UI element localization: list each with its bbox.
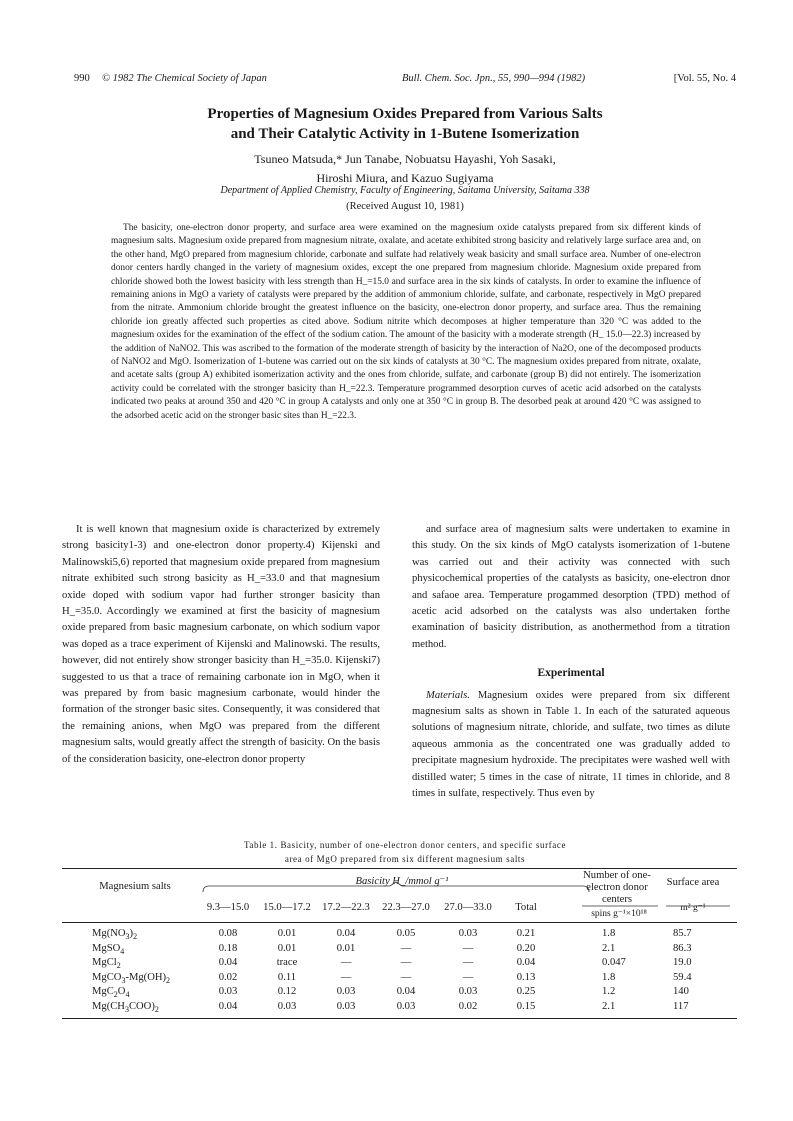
table-cell: 0.18 bbox=[218, 942, 238, 954]
table-cell: 0.01 bbox=[336, 942, 356, 954]
table-cell: 0.03 bbox=[396, 1001, 416, 1012]
received-date: (Received August 10, 1981) bbox=[346, 201, 464, 212]
table-cell: 0.03 bbox=[458, 928, 478, 939]
author-list bbox=[74, 150, 736, 188]
table-cell: 0.20 bbox=[516, 942, 536, 954]
copyright-notice: © 1982 The Chemical Society of Japan bbox=[102, 73, 267, 84]
table-cell: — bbox=[400, 957, 412, 969]
table-caption-line-1: Table 1. Basicity, number of one-electron donor centers, and specific surface bbox=[243, 840, 567, 850]
column-header-donor: Number of one-electron donor centers bbox=[583, 870, 651, 905]
column-header-area: Surface area bbox=[666, 877, 720, 888]
article-title bbox=[74, 104, 736, 144]
authors-line-1: Tsuneo Matsuda,* Jun Tanabe, Nobuatsu Hayashi, Yoh Sasaki, bbox=[254, 152, 556, 166]
table-bottom-rule bbox=[62, 1018, 737, 1019]
table-cell: 0.03 bbox=[458, 986, 478, 998]
table-cell: 0.04 bbox=[516, 957, 536, 969]
table-cell-donor: 1.8 bbox=[602, 971, 616, 983]
materials-paragraph bbox=[412, 688, 730, 803]
journal-citation: Bull. Chem. Soc. Jpn., 55, 990—994 (1982) bbox=[402, 73, 586, 84]
table-cell: 0.04 bbox=[336, 928, 356, 939]
table-cell: — bbox=[400, 971, 412, 983]
affiliation: Department of Applied Chemistry, Faculty of Engineering, Saitama University, Saitama 338 bbox=[220, 185, 590, 196]
table-cell-donor: 2.1 bbox=[602, 1001, 616, 1012]
table-cell: 0.04 bbox=[218, 1001, 238, 1012]
table-cell-area: 85.7 bbox=[673, 928, 692, 939]
table-cell: 0.03 bbox=[218, 986, 238, 998]
table-cell: — bbox=[340, 971, 352, 983]
range-header: 27.0—33.0 bbox=[444, 902, 492, 913]
table-cell: 0.04 bbox=[218, 957, 238, 969]
table-cell: 0.15 bbox=[516, 1001, 536, 1012]
materials-run-in: Materials. bbox=[426, 689, 470, 701]
table-cell: 0.13 bbox=[516, 971, 536, 983]
table-cell-area: 86.3 bbox=[673, 942, 692, 954]
table-cell-donor: 1.8 bbox=[602, 928, 616, 939]
table-cell: 0.03 bbox=[336, 986, 356, 998]
table-cell-donor: 1.2 bbox=[602, 986, 616, 998]
table-cell: 0.12 bbox=[277, 986, 297, 998]
table-cell: — bbox=[462, 971, 474, 983]
table-row-salt: $MgC_2O_4$ bbox=[92, 986, 130, 1000]
table-cell: trace bbox=[276, 957, 298, 969]
table-header-rule bbox=[62, 922, 737, 923]
section-heading-experimental: Experimental bbox=[537, 667, 605, 680]
title-line-2: and Their Catalytic Activity in 1-Butene Isomerization bbox=[230, 126, 580, 142]
abstract: The basicity, one-electron donor property, and surface area were examined on the magnesium oxide catalysts prepared from six different kinds of magnesium salts. Magnesium oxide prepared from magnesium nitrate, oxalate, and acetate exhibited strong basicity and relatively large surface area and, on the other hand, MgO prepared from magnesium chloride, carbonate and sulfate had relatively weak basicity and small surface area. Number of one-electron donor centers hardly changed in the variety of magnesium oxides, except the one prepared from magnesium chloride. Magnesium oxide prepared from chloride showed both the lowest basicity with less strength than H_=15.0 and surface area in the six kinds of catalysts. In order to examine the influence of remaining anions in MgO a variety of catalysts were prepared by the addition of ammonium chloride, sulfate, and carbonate, respectively in MgO prepared from the nitrate. Ammonium chloride brought the greatest influence on the basicity, one-electron donor property, and surface area. Thus the remaining chloride ion greatly affected such properties as cited above. Sodium nitrite which decomposes at higher temperature than 320 °C was added to the magnesium oxides for the examination of the effect of the sodium cation. The amount of the basicity with a moderate strength (H_ 15.0—22.3) increased by the addition of NaNO2. This was ascribed to the formation of the moderate strength of basicity by the interaction of Na2O, one of the decomposed products of NaNO2 and MgO. Isomerization of 1-butene was carried out on the six kinds of catalysts at 30 °C. The magnesium oxides prepared from nitrate, oxalate, and acetate salts (group A) exhibited isomerization activity and the ones from chloride, sulfate, and carbonate (group B) did not entirely. The isomerization activity could be correlated with the stronger basicity than H_=22.3. Temperature programmed desorption curves of acetic acid adsorbed on the catalysts indicated two peaks at around 350 and 420 °C in group A catalysts and only one at 350 °C in group B. The desorbed peak at around 420 °C was assigned to the adsorbed acetic acid on the stronger basic sites than H_=22.3. bbox=[111, 223, 701, 421]
table-cell: — bbox=[400, 942, 412, 954]
table-cell: — bbox=[462, 957, 474, 969]
table-cell-area: 19.0 bbox=[673, 957, 692, 969]
table-row-salt: $Mg(CH_3COO)_2$ bbox=[92, 1001, 159, 1015]
authors-line-2: Hiroshi Miura, and Kazuo Sugiyama bbox=[316, 171, 494, 185]
column-group-basicity: Basicity H_/mmol g⁻¹ bbox=[355, 876, 449, 887]
table-cell-area: 59.4 bbox=[673, 971, 692, 983]
table-cell: 0.03 bbox=[336, 1001, 356, 1012]
table-cell: 0.21 bbox=[516, 928, 536, 939]
table-row-salt: MgCl$_2$ bbox=[92, 957, 121, 971]
area-unit: m² g⁻¹ bbox=[680, 903, 706, 913]
intro-continuation: and surface area of magnesium salts were undertaken to examine in this study. On the six kinds of MgO catalysts isomerization of 1-butene was carried out and their activity was connected with such physicochemical properties of the catalysts as basicity, one-electron dnor and safaoe area. Temperature progammed desorption (TPD) method of acetic acid adsorbed on the catalysts was also undertaken forthe examination of basicity distribution, as anothermethod from a titration method. bbox=[412, 524, 730, 650]
range-header: 22.3—27.0 bbox=[382, 902, 430, 913]
table-cell-donor: 0.047 bbox=[602, 957, 626, 969]
table-cell: 0.01 bbox=[277, 942, 297, 954]
body-right-column bbox=[412, 522, 730, 803]
range-header: 15.0—17.2 bbox=[263, 902, 311, 913]
materials-text: Magnesium oxides were prepared from six different magnesium salts as shown in Table 1. In each of the saturated aqueous solutions of magnesium nitrate, chloride, and sulfate, two times as dilute aqueous ammonia as the concentrated one was gradually added to precipitate magnesium hydroxide. The precipitates were washed well with distilled water; 5 times in the case of nitrate, 11 times in chloride, and 8 times in sulfate, respectively. Thus even by bbox=[412, 689, 731, 800]
table-cell: — bbox=[340, 957, 352, 969]
table-cell-area: 117 bbox=[673, 1001, 689, 1012]
title-line-1: Properties of Magnesium Oxides Prepared from Various Salts bbox=[207, 106, 603, 122]
page-number: 990 bbox=[74, 73, 90, 84]
table-cell: 0.01 bbox=[277, 928, 297, 939]
table-cell-area: 140 bbox=[673, 986, 689, 998]
table-cell: 0.02 bbox=[458, 1001, 478, 1012]
table-cell: — bbox=[462, 942, 474, 954]
table-cell: 0.03 bbox=[277, 1001, 297, 1012]
table-cell-donor: 2.1 bbox=[602, 942, 616, 954]
range-header: 9.3—15.0 bbox=[206, 902, 250, 913]
range-header: 17.2—22.3 bbox=[322, 902, 370, 913]
table-row-salt: $MgCO_3-Mg(OH)_2$ bbox=[92, 971, 171, 985]
table-cell: 0.04 bbox=[396, 986, 416, 998]
running-header bbox=[74, 73, 736, 89]
range-header: Total bbox=[515, 902, 537, 913]
table-cell: 0.08 bbox=[218, 928, 238, 939]
table-caption bbox=[74, 838, 736, 866]
donor-unit: spins g⁻¹×10¹⁸ bbox=[591, 909, 647, 919]
table-cell: 0.11 bbox=[277, 971, 297, 983]
volume-issue: [Vol. 55, No. 4 bbox=[673, 73, 736, 84]
table-row-salt: $Mg(NO_3)_2$ bbox=[92, 928, 138, 942]
table-cell: 0.02 bbox=[218, 971, 238, 983]
body-left-column: It is well known that magnesium oxide is characterized by extremely strong basicity1-3) and one-electron donor property.4) Kijenski and Malinowski5,6) reported that magnesium oxide prepared from magnesium nitrate exhibited such strong basicity as H_=33.0 and that magnesium oxide doped with sodium vapor had further stronger basicity than H_=35.0. Accordingly we examined at first the basicity of magnesium oxide prepared from basic magnesium carbonate, on which sodium vapor was doped as a trace experiment of Kijenski and Malinowski. The results, however, did not entirely show stronger basicity than H_=35.0. Kijenski7) suggested to us that a trace of remaining carbonate ion in MgO, when it was prepared by from basic magnesium carbonate, would hinder the formation of the stronger basic sites. Consequently, it was considered that the remaining anions, when MgO was prepared from the different magnesium salts, would greatly affect the strength of basicity. On the basis of the consideration basicity, one-electron donor property bbox=[62, 524, 380, 765]
column-header-salts: Magnesium salts bbox=[99, 881, 171, 892]
table-cell: 0.25 bbox=[516, 986, 536, 998]
table-cell: 0.05 bbox=[396, 928, 416, 939]
table-row-salt: MgSO$_4$ bbox=[92, 942, 125, 956]
table-caption-line-2: area of MgO prepared from six different magnesium salts bbox=[284, 854, 526, 864]
